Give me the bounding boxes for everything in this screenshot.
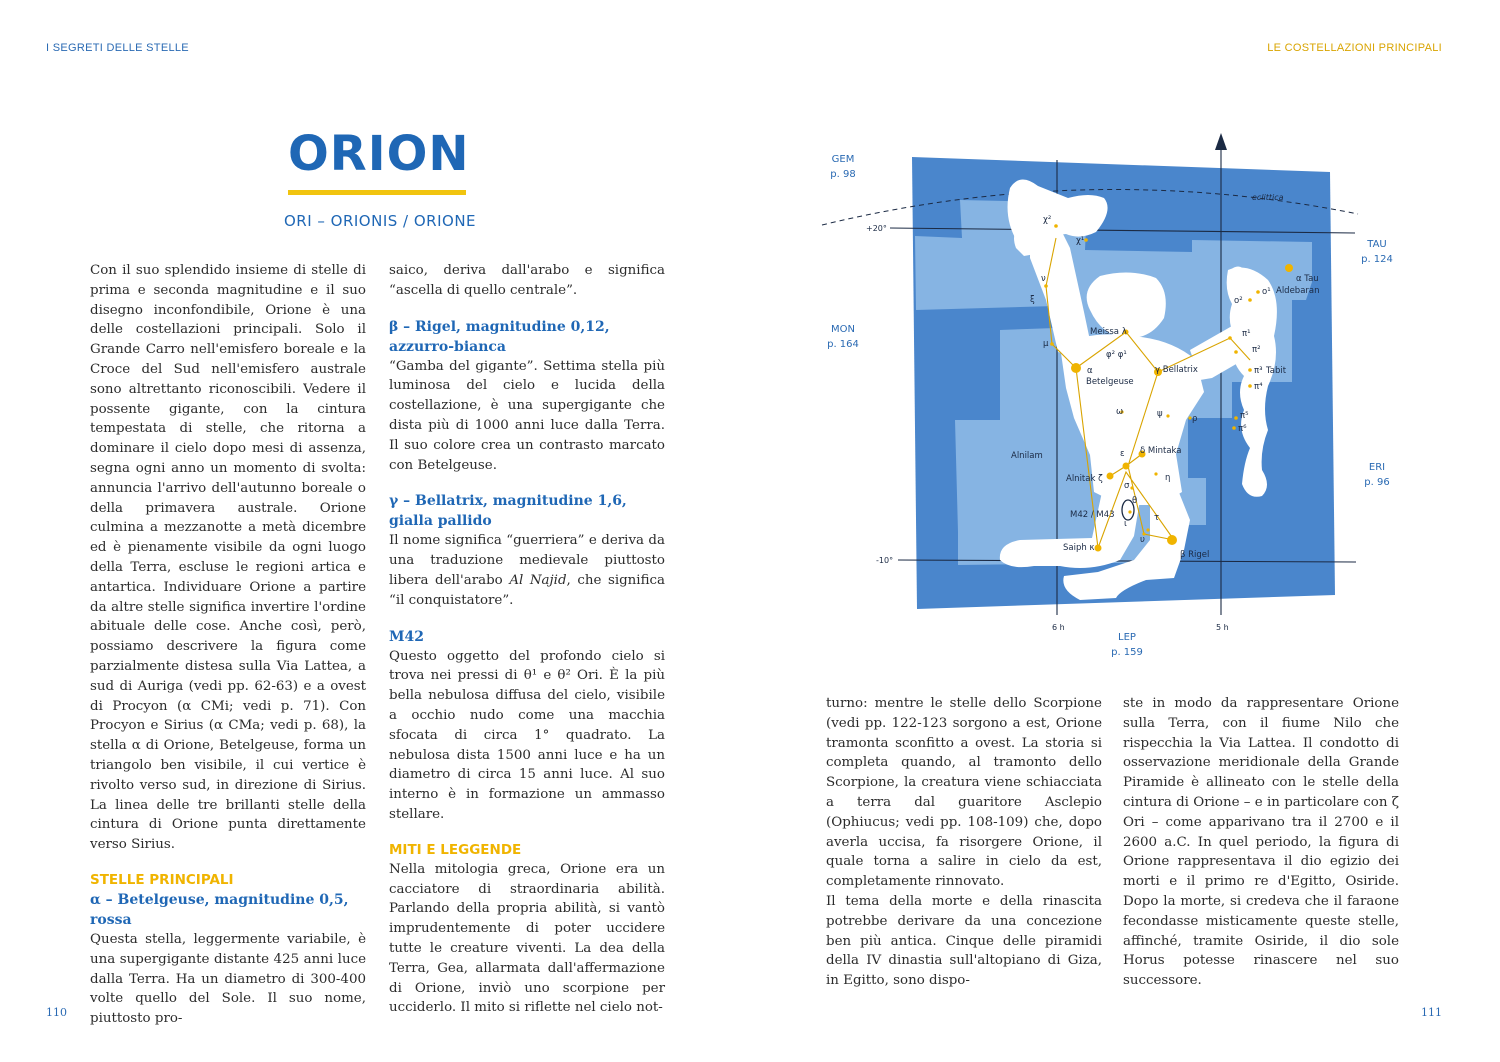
star-pi2	[1234, 350, 1238, 354]
star-o1	[1256, 290, 1260, 294]
neighbor-page-eri: p. 96	[1364, 477, 1390, 488]
m42-paragraph: Questo oggetto del profondo cielo si trova nei pressi di θ¹ e θ² Ori. È la più bella nebulosa diffusa del cielo, visibile a occhio nudo come una macchia sfocata di circa 1° quadrato. La nebulosa dista 1500 anni luce e ha un diametro di circa 15 anni luce. Al suo interno è in formazione un ammasso stellare.	[389, 648, 665, 822]
label-pi1: π¹	[1242, 329, 1251, 339]
star-psi	[1166, 414, 1169, 417]
star-pi3	[1248, 368, 1252, 372]
running-header-left: I SEGRETI DELLE STELLE	[46, 42, 189, 54]
label-o1: o¹	[1262, 287, 1271, 297]
page-number-right: 111	[1421, 1006, 1442, 1019]
star-sigma	[1130, 486, 1133, 489]
star-heading-bellatrix: γ – Bellatrix, magnitudine 1,6, gialla pallido	[389, 493, 627, 530]
label-pi4: π⁴	[1254, 382, 1263, 392]
star-chi1	[1084, 238, 1088, 242]
star-tau	[1146, 528, 1149, 531]
bellatrix-text-a: Il nome significa “guerriera” e deriva da una traduzione medievale piuttosto libera dell'arabo	[389, 533, 665, 588]
neighbor-page-mon: p. 164	[827, 339, 859, 350]
star-eta	[1154, 472, 1157, 475]
ecliptic-label: eclittica	[1252, 193, 1284, 202]
label-tabit: Tabit	[1266, 366, 1287, 376]
label-nu: ν	[1041, 274, 1046, 284]
label-m42: M42 / M43	[1070, 510, 1115, 520]
text-column-1	[90, 261, 366, 1029]
object-heading-m42: M42	[389, 628, 424, 645]
label-mintaka: δ Mintaka	[1140, 446, 1182, 456]
star-alnilam	[1123, 463, 1130, 470]
neighbor-label-eri: ERI	[1368, 462, 1386, 473]
ra-label-6h: 6 h	[1052, 623, 1065, 632]
star-pi4	[1248, 384, 1252, 388]
title-underline	[288, 190, 466, 195]
bellatrix-paragraph	[389, 531, 665, 610]
label-bellatrix: γ Bellatrix	[1155, 365, 1198, 375]
label-pi2: π²	[1252, 345, 1261, 355]
myth-paragraph-continued: turno: mentre le stelle dello Scorpione (vedi pp. 122-123 sorgono a est, Orione tramonta sconfitto a ovest. La storia si completa quando, al tramonto dello Scorpione, la creatura viene schiacciata a terra dal guaritore Asclepio (Ophiucus; vedi pp. 108-109) che, dopo averla uccisa, fa risorgere Orione, il quale torna a salire in cielo da est, completamente rinnovato.	[826, 696, 1102, 890]
label-omega: ω	[1116, 407, 1124, 417]
neighbor-label-tau: TAU	[1367, 239, 1387, 250]
star-o2	[1248, 298, 1252, 302]
label-alnilam: Alnilam	[1011, 451, 1043, 461]
label-chi1: χ¹	[1076, 236, 1085, 246]
label-aldebaran: Aldebaran	[1276, 286, 1320, 296]
neighbor-page-tau: p. 124	[1361, 254, 1393, 265]
myth-paragraph: Nella mitologia greca, Orione era un cacciatore di straordinaria abilità. Parlando della propria abilità, si vantò imprudentemente di poter uccidere tutte le creature viventi. La dea della Terra, Gea, allarmata dall'affermazione di Orione, inviò uno scorpione per ucciderlo. Il mito si riflette nel cielo not-	[389, 861, 665, 1016]
dec-label-plus20: +20°	[866, 224, 887, 233]
bellatrix-text-italic: Al Najid	[509, 572, 567, 588]
star-chi2	[1054, 224, 1058, 228]
text-column-3	[826, 694, 1102, 991]
label-xi: ξ	[1030, 295, 1035, 305]
label-pi5: π⁵	[1240, 411, 1249, 421]
rebirth-paragraph: Il tema della morte e della rinascita potrebbe derivare da una concezione ben più antica. Cinque delle piramidi della IV dinastia sull'altopiano di Giza, in Egitto, sono dispo-	[826, 893, 1102, 989]
label-eta: η	[1165, 473, 1171, 483]
ra-label-5h: 5 h	[1216, 623, 1229, 632]
label-epsilon: ε	[1120, 449, 1125, 459]
star-mu	[1050, 342, 1054, 346]
orion-star-map	[820, 130, 1400, 670]
betelgeuse-paragraph-continued: saico, deriva dall'arabo e significa “ascella di quello centrale”.	[389, 263, 665, 298]
pyramids-paragraph: ste in modo da rappresentare Orione sulla Terra, con il fiume Nilo che rispecchia la Via Lattea. Il condotto di osservazione meridionale della Grande Piramide è allineato con le stelle della cintura di Orione – e in particolare con ζ Ori – come apparivano tra il 2700 e il 2600 a.C. In quel periodo, la figura di Orione rappresentava il dio egizio dei morti e il primo re d'Egitto, Osiride. Dopo la morte, si credeva che il faraone fecondasse misticamente queste stelle, affinché, tramite Osiride, il dio sole Horus potesse rinascere nel suo successore.	[1123, 696, 1399, 989]
label-chi2: χ²	[1043, 215, 1052, 225]
dec-label-minus10: -10°	[876, 556, 894, 565]
label-alnitak: Alnitak ζ	[1066, 474, 1103, 484]
label-mu: μ	[1043, 339, 1049, 349]
star-pi6	[1232, 426, 1236, 430]
label-psi: ψ	[1157, 409, 1163, 419]
label-tau: τ	[1154, 513, 1160, 523]
page-title: ORION	[288, 126, 470, 182]
bellatrix-text-b: , che significa “il conquistatore”.	[389, 572, 665, 608]
label-betelgeuse: Betelgeuse	[1086, 377, 1134, 387]
label-theta: θ	[1132, 496, 1138, 506]
star-saiph	[1095, 545, 1102, 552]
label-aldebaran-alpha: α Tau	[1296, 274, 1319, 284]
label-rigel: β Rigel	[1180, 550, 1210, 560]
label-iota: ι	[1124, 519, 1127, 529]
label-meissa: Meissa λ	[1090, 327, 1127, 337]
label-rho: ρ	[1192, 414, 1198, 424]
label-o2: o²	[1234, 296, 1243, 306]
neighbor-page-lep: p. 159	[1111, 647, 1143, 658]
page-subtitle: ORI – ORIONIS / ORIONE	[283, 212, 477, 230]
star-aldebaran	[1285, 264, 1293, 272]
betelgeuse-paragraph: Questa stella, leggermente variabile, è una supergigante distante 425 anni luce dalla Terra. Ha un diametro di 300-400 volte quello del Sole. Il suo nome, piuttosto pro-	[90, 931, 366, 1027]
neighbor-label-lep: LEP	[1118, 632, 1136, 643]
star-heading-betelgeuse: α – Betelgeuse, magnitudine 0,5, rossa	[90, 891, 349, 928]
label-saiph: Saiph κ	[1063, 543, 1095, 553]
neighbor-page-gem: p. 98	[830, 169, 856, 180]
section-heading-myths: MITI E LEGGENDE	[389, 841, 522, 858]
label-pi3: π³	[1254, 366, 1263, 376]
text-column-4	[1123, 694, 1399, 991]
star-heading-rigel: β – Rigel, magnitudine 0,12, azzurro-bianca	[389, 318, 610, 355]
rigel-paragraph: “Gamba del gigante”. Settima stella più luminosa del cielo e lucida della costellazione, è una supergigante che dista più di 1000 anni luce dalla Terra. Il suo colore crea un contrasto marcato con Betelgeuse.	[389, 358, 665, 473]
intro-paragraph: Con il suo splendido insieme di stelle di prima e seconda magnitudine e il suo disegno inconfondibile, Orione è una delle costellazioni principali. Solo il Grande Carro nell'emisfero boreale e la Croce del Sud nell'emisfero australe sono altrettanto riconoscibili. Vedere il possente gigante, con la cintura tempestata di stelle, che ritorna a dominare il cielo dopo mesi di assenza, segna ogni anno un momento di svolta: annuncia l'arrivo dell'autunno boreale o della primavera australe. Orione culmina a mezzanotte a metà dicembre ed è pienamente visibile da ogni luogo della Terra, escluse le regioni artica e antartica. Individuare Orione a partire da altre stelle significa invertire l'ordine abituale delle cose. Anche così, però, possiamo descrivere la figura come parzialmente distesa sulla Via Lattea, a sud di Auriga (vedi pp. 62-63) e a ovest di Procyon (α CMi; vedi p. 71). Con Procyon e Sirius (α CMa; vedi p. 68), la stella α di Orione, Betelgeuse, forma un triangolo ben visibile, il cui vertice è rivolto verso sud, in direzione di Sirius. La linea delle tre brillanti stelle della cintura di Orione punta direttamente verso Sirius.	[90, 263, 366, 853]
label-pi6: π⁶	[1238, 424, 1247, 434]
star-alnitak	[1107, 473, 1114, 480]
neighbor-label-gem: GEM	[831, 154, 855, 165]
star-rigel	[1167, 535, 1177, 545]
star-nu	[1044, 284, 1048, 288]
text-column-2	[389, 261, 665, 1018]
star-betelgeuse	[1071, 363, 1081, 373]
section-heading-main-stars: STELLE PRINCIPALI	[90, 871, 234, 888]
star-pi5	[1234, 416, 1238, 420]
running-header-right: LE COSTELLAZIONI PRINCIPALI	[1267, 42, 1442, 54]
label-sigma: σ	[1124, 481, 1130, 491]
label-upsilon: υ	[1140, 535, 1145, 545]
label-alpha: α	[1087, 366, 1093, 376]
label-phi: φ² φ¹	[1106, 350, 1127, 360]
star-pi1	[1228, 336, 1232, 340]
neighbor-label-mon: MON	[831, 324, 855, 335]
star-theta	[1128, 510, 1131, 513]
north-arrow-icon	[1215, 133, 1227, 150]
page-number-left: 110	[46, 1006, 67, 1019]
